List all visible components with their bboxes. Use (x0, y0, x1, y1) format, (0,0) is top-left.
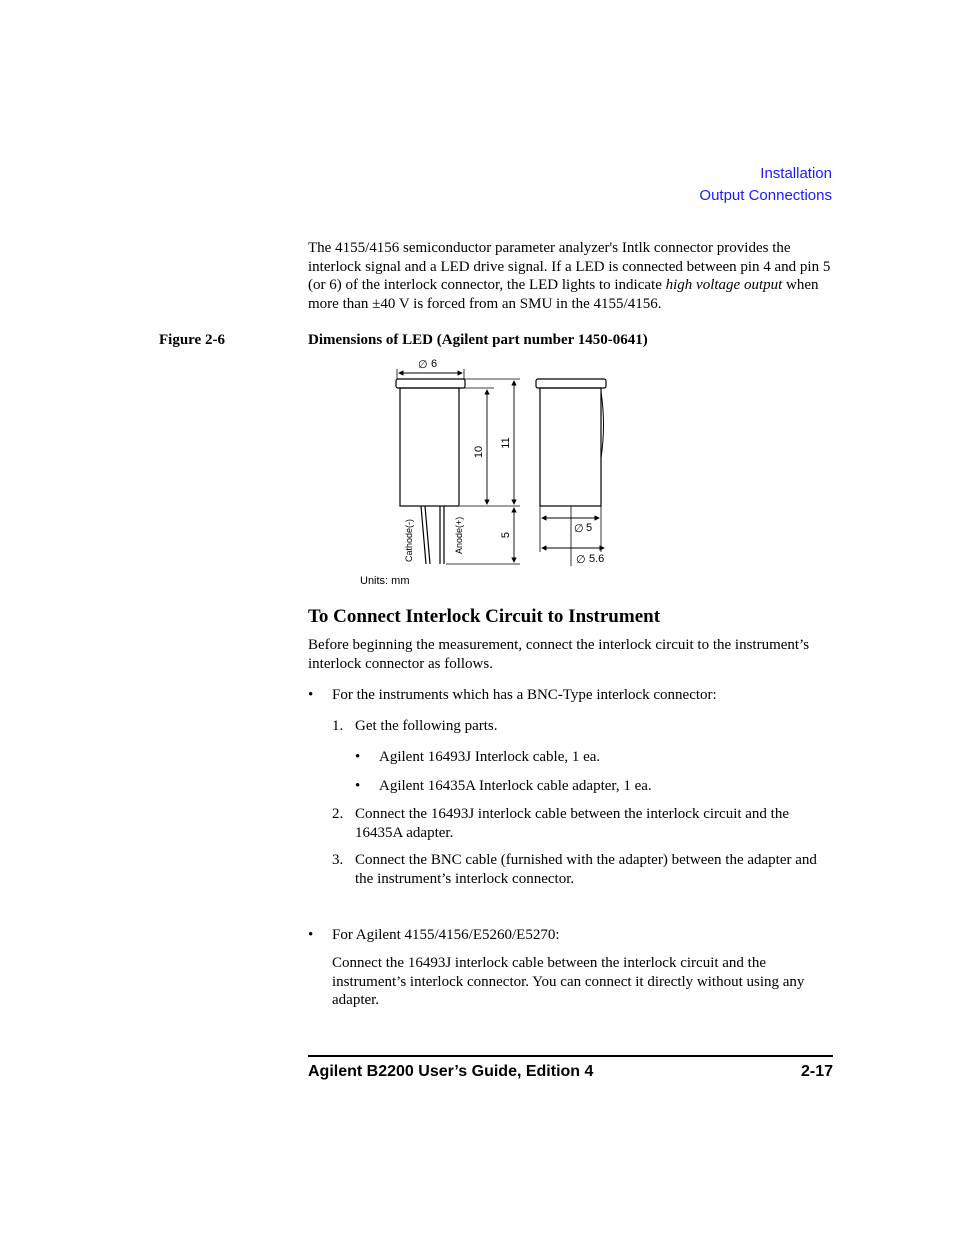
bullet-text: Agilent 16435A Interlock cable adapter, 1 ea. (379, 778, 652, 794)
running-header-subsection: Output Connections (699, 187, 832, 204)
section-heading: To Connect Interlock Circuit to Instrument (308, 606, 661, 627)
footer-rule (308, 1055, 833, 1057)
dim-body-length: 10 (473, 445, 485, 459)
dim-total-length: 11 (500, 437, 512, 449)
step-number: 3. (332, 852, 344, 868)
cathode-lead (421, 506, 426, 564)
bullet-body: Connect the 16493J interlock cable between the interlock circuit and the instrument’s interlock connector. You can connect it directly without using any adapter. (332, 955, 805, 1009)
step-number: 1. (332, 718, 344, 734)
intro-paragraph (308, 239, 834, 314)
step-text: Connect the BNC cable (furnished with the adapter) between the adapter and the instrument’s interlock connector. (355, 852, 817, 887)
bullet-mark: • (355, 778, 361, 794)
bullet-text: For Agilent 4155/4156/E5260/E5270: (332, 927, 560, 943)
led-flange-left (396, 379, 465, 388)
dim-diameter-top-symbol: ∅ (418, 359, 428, 371)
step-text: Get the following parts. (355, 718, 498, 734)
units-note: Units: mm (360, 575, 410, 587)
running-header-section: Installation (760, 165, 832, 182)
dim-diameter-top: 6 (431, 358, 438, 370)
step-text: Connect the 16493J interlock cable between the interlock circuit and the 16435A adapter. (355, 806, 790, 841)
bullet-mark: • (308, 927, 314, 943)
led-body-right (540, 388, 601, 506)
dim-diameter-body-symbol: ∅ (574, 523, 584, 535)
section-lead: Before beginning the measurement, connect the interlock circuit to the instrument’s interlock connector as follows. (308, 637, 810, 672)
figure-title: Dimensions of LED (Agilent part number 1450-0641) (308, 332, 648, 348)
cathode-label: Cathode(-) (404, 518, 414, 562)
anode-label: Anode(+) (454, 516, 464, 554)
footer-guide-title: Agilent B2200 User’s Guide, Edition 4 (308, 1063, 594, 1080)
dim-diameter-flange: 5.6 (589, 553, 605, 565)
intro-emphasis: high voltage output (665, 277, 783, 294)
bullet-mark: • (308, 687, 314, 703)
intro-text-b: when more than ±40 V is forced from an SMU in the 4155/4156. (308, 277, 819, 313)
bullet-text: Agilent 16493J Interlock cable, 1 ea. (379, 749, 601, 765)
bullet-mark: • (355, 749, 361, 765)
led-body-left (400, 388, 459, 506)
bullet-text: For the instruments which has a BNC-Type interlock connector: (332, 687, 717, 703)
page-number: 2-17 (800, 1063, 833, 1080)
figure-label: Figure 2-6 (159, 332, 225, 348)
dim-diameter-flange-symbol: ∅ (576, 554, 586, 566)
step-number: 2. (332, 806, 344, 822)
intro-text-a: The 4155/4156 semiconductor parameter analyzer's Intlk connector provides the interlock signal and a LED drive signal. If a LED is connected between pin 4 and pin 5 (or 6) of the interlock connector, the LED lights to indicate (308, 240, 831, 294)
dim-diameter-body: 5 (586, 522, 593, 534)
dim-lead-length: 5 (500, 531, 512, 539)
led-flange-right (536, 379, 606, 388)
